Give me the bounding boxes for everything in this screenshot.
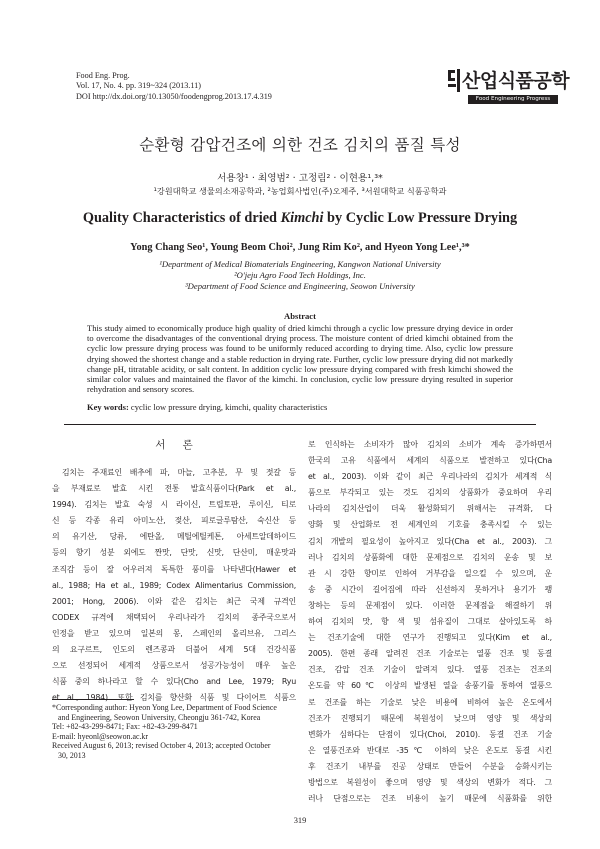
text-line: 김치는 주재료인 배추에 파, 마늘, 고추분, 무 및 젓갈 등 — [62, 468, 296, 477]
page-number: 319 — [293, 816, 307, 825]
keywords — [87, 402, 513, 412]
right-column — [308, 437, 552, 807]
title-korean: 순환형 감압건조에 의한 건조 김치의 품질 특성 — [139, 136, 461, 154]
journal-volume: Vol. 17, No. 4. pp. 319~324 (2013.11) — [76, 81, 201, 91]
title-english-prefix: Quality Characteristics of dried — [82, 210, 281, 226]
footnote-line: *Corresponding author: Hyeon Yong Lee, Department of Food Science — [52, 703, 277, 712]
text-line: 는 건조기술에 대한 연구가 진행되고 있다(Kim et al., — [308, 633, 552, 643]
section-divider — [64, 424, 536, 425]
text-line: 등의 향기 성분 외에도 짠맛, 단맛, 신맛, 단산미, 매운맛과 — [52, 548, 296, 558]
section-heading-introduction: 서 론 — [155, 439, 193, 451]
footnote-line: E-mail: hyeonl@seowon.ac.kr — [52, 731, 149, 741]
affiliation-1: ¹Department of Medical Biomaterials Engineering, Kangwon National University — [159, 259, 441, 269]
journal-name: Food Eng. Prog. — [76, 71, 130, 80]
text-line: 러나 김치의 상품화에 대한 문제점으로 김치의 운송 및 보 — [308, 552, 552, 562]
text-line: 하여 김치의 맛, 향 색 및 섬유질이 그대로 살아있도록 하 — [308, 617, 552, 627]
text-line: 후 건조기 내부를 진공 상태로 만들어 수분을 승화시키는 — [308, 761, 552, 771]
abstract-heading: Abstract — [284, 311, 316, 321]
text-line: 으로 선정되어 세계적 상품으로서 성공가능성이 매우 높은 — [52, 661, 296, 671]
affiliation-2: ²O'jeju Agro Food Tech Holdings, Inc. — [234, 270, 366, 281]
text-line: et al., 2003). 이와 같이 최근 우리나라의 김치가 세계적 식 — [308, 472, 552, 482]
journal-meta — [76, 71, 272, 102]
footnote-line: Received August 6, 2013; revised October 4, 2013; accepted October — [52, 741, 271, 751]
title-english — [0, 210, 600, 227]
affiliations-english — [0, 259, 600, 293]
text-line: 로 인식하는 소비자가 많아 김치의 소비가 계속 증가하면서 — [308, 440, 552, 449]
affiliation-korean: ¹강원대학교 생물의소재공학과, ²농업회사법인(주)오제주, ³서원대학교 식품공학과 — [153, 186, 447, 196]
text-line: 김치 개발의 필요성이 높아지고 있다(Cha et al., 2003). 그 — [308, 536, 552, 546]
title-english-italic: Kimchi — [280, 210, 324, 226]
text-line: 변화가 심하다는 단점이 있다(Choi, 2010). 동결 건조 기술 — [308, 729, 552, 739]
title-english-suffix: by Cyclic Low Pressure Drying — [323, 210, 518, 226]
footnote-line: and Engineering, Seowon University, Cheongju 361-742, Korea — [58, 712, 261, 722]
text-line: 인정을 받고 있으며 일본의 몽, 스페인의 올리브유, 그리스 — [52, 628, 296, 638]
text-line: 로 건조를 하는 기술로 낮은 비용에 비하여 높은 온도에서 — [308, 697, 552, 707]
text-line: 창하는 등의 문제점이 있다. 이러한 문제점을 해결하기 위 — [308, 600, 552, 610]
text-line: 조직감 등이 잘 어우러져 독특한 풍미를 나타낸다(Hawer et — [52, 564, 296, 574]
keywords-label: Key words: — [87, 402, 129, 412]
journal-doi: DOI http://dx.doi.org/10.13050/foodengprog.2013.17.4.319 — [76, 91, 272, 101]
text-line: et al., 1984). 또한 김치를 향산화 식품 및 다이어트 식품으 — [52, 693, 296, 703]
text-line: CODEX 규격에 채택되어 우리나라가 김치의 종주국으로서 — [52, 612, 296, 622]
footnote-divider — [52, 699, 134, 700]
text-line: 건조가 진행되기 때문에 복원성이 낮으며 영양 및 색상의 — [308, 713, 552, 723]
footnote-line: Tel: +82-43-299-8471; Fax: +82-43-299-8471 — [52, 722, 198, 732]
text-line: 건조, 감압 건조 기술이 알려져 있다. 열풍 건조는 건조의 — [308, 665, 552, 675]
text-line: 2005). 한편 종래 알려진 건조 기술로는 열풍 건조 및 동결 — [308, 649, 552, 659]
text-line: 품으로 부각되고 있는 것도 김치의 상품화가 중요하며 우리 — [308, 488, 552, 498]
abstract-body: This study aimed to economically produce high quality of dried kimchi through a cyclic low pressure drying device in order to overcome the disadvantages of the conventional drying process. The moisture content of dried kimchi obtained from the cyclic low pressure drying process was found to be uniformly reduced according to drying time. Also, cyclic low pressure drying showed the shortest change and a stable reduction in drying rate. Further, cyclic low pressure drying did not markedly change pH, titratable acidity, or salt content. In addition cyclic low pressure drying compared with fresh kimchi showed the similar color values and maintained the flavor of the kimchi. In conclusion, cyclic low pressure drying resulted in superior rehydration and sensory scores. — [87, 323, 513, 395]
text-line: al., 1988; Ha et al., 1989; Codex Alimentarius Commission, — [52, 580, 296, 590]
text-line: 송 중 시간이 길어짐에 따라 신선하지 못하거나 용기가 팽 — [308, 584, 552, 594]
text-line: 2001; Hong, 2006). 이와 같은 김치는 최근 국제 규격인 — [52, 596, 296, 606]
text-line: 신 등 각종 유리 아미노산, 젖산, 피로글루탐산, 숙신산 등 — [52, 516, 296, 526]
text-line: 나라의 김치산업이 더욱 활성화되기 위해서는 규격화, 다 — [308, 504, 552, 514]
text-line: 의 유기산, 당류, 에탄올, 메틸에틸케톤, 아세트알데하이드 — [52, 532, 296, 542]
journal-logo — [446, 66, 570, 106]
keywords-text: cyclic low pressure drying, kimchi, quality characteristics — [130, 402, 328, 412]
text-line: 은 열풍건조와 반대로 -35℃ 이하의 낮은 온도로 동결 시킨 — [308, 745, 552, 755]
authors-korean: 서용창¹ · 최영범² · 고정림² · 이현용¹,³* — [217, 173, 383, 184]
text-line: 방법으로 복원성이 좋으며 영양 및 색상의 변화가 적다. 그 — [308, 777, 552, 787]
footnote — [52, 703, 298, 761]
text-line: 러나 단점으로는 건조 비용이 높기 때문에 식품화를 위한 — [308, 794, 552, 804]
text-line: 한국의 고유 식품에서 세계의 식품으로 발전하고 있다(Cha — [308, 456, 552, 466]
text-line: 1994). 김치는 발효 숙성 시 라이신, 트립토판, 루이신, 티로 — [52, 500, 296, 510]
logo-text: 산업식품공학 — [462, 70, 570, 92]
logo-subtext: Food Engineering Progress — [468, 95, 558, 104]
text-line: 양화 및 산업화로 전 세계인의 기호를 충족시킬 수 있는 — [308, 520, 552, 530]
text-line: 을 부재료로 발효 시킨 전통 발효식품이다(Park et al., — [52, 484, 296, 494]
text-line: 의 요구르트, 인도의 렌즈콩과 더불어 세계 5대 건강식품 — [52, 645, 296, 655]
left-column — [52, 465, 296, 706]
footnote-line: 30, 2013 — [58, 750, 86, 760]
text-line: 관 시 강한 향미로 인하여 거부감을 일으킬 수 있으며, 운 — [308, 568, 552, 578]
text-line: 온도를 약 60℃ 이상의 발생된 열을 송풍기를 통하여 열풍으 — [308, 681, 552, 691]
affiliation-3: ³Department of Food Science and Engineering, Seowon University — [185, 281, 415, 292]
authors-english: Yong Chang Seo¹, Young Beom Choi², Jung Rim Ko², and Hyeon Yong Lee¹,³* — [130, 242, 470, 253]
text-line: 식품 중의 하나라고 할 수 있다(Cho and Lee, 1979; Ryu — [52, 677, 296, 687]
